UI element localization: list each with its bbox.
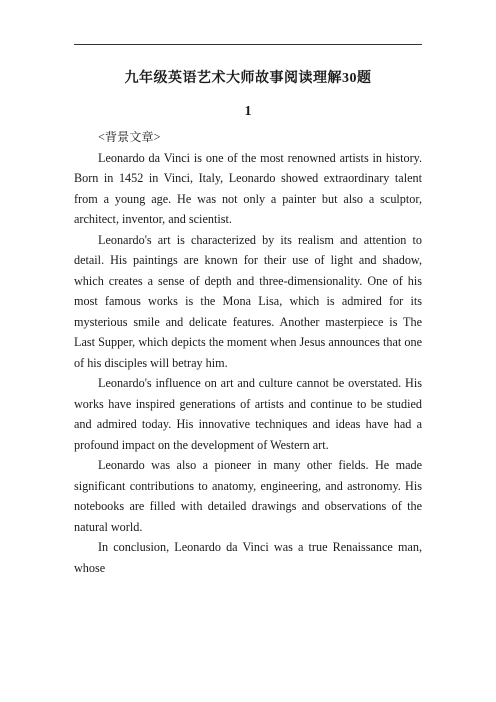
paragraph-intro: Leonardo da Vinci is one of the most renowned artists in history. Born in 1452 in Vinci, Italy, Leonardo showed extraordinary talent from a young age. He was not only a painter but also a sculptor, architect, inventor, and scientist. [74, 150, 422, 226]
header-rule [74, 44, 422, 45]
paragraph-pioneer: Leonardo was also a pioneer in many other fields. He made significant contributions to anatomy, engineering, and astronomy. His notebooks are filled with detailed drawings and observations of the natural world. [74, 458, 422, 534]
document-title: 九年级英语艺术大师故事阅读理解30题 [124, 71, 372, 86]
paragraph-influence: Leonardo's influence on art and culture cannot be overstated. His works have inspired generations of artists and continue to be studied and admired today. His innovative techniques and ideas have had a profound impact on the development of Western art. [74, 376, 422, 452]
background-article-tag: <背景文章> [98, 130, 161, 144]
section-number: 1 [244, 104, 252, 119]
article-body [74, 127, 422, 578]
paragraph-art-style: Leonardo's art is characterized by its realism and attention to detail. His paintings are known for their use of light and shadow, which creates a sense of depth and three-dimensionality. One of his most famous works is the Mona Lisa, which is admired for its mysterious smile and delicate features. Another masterpiece is The Last Supper, which depicts the moment when Jesus announces that one of his disciples will betray him. [74, 232, 422, 370]
paragraph-conclusion: In conclusion, Leonardo da Vinci was a true Renaissance man, whose [74, 540, 422, 575]
